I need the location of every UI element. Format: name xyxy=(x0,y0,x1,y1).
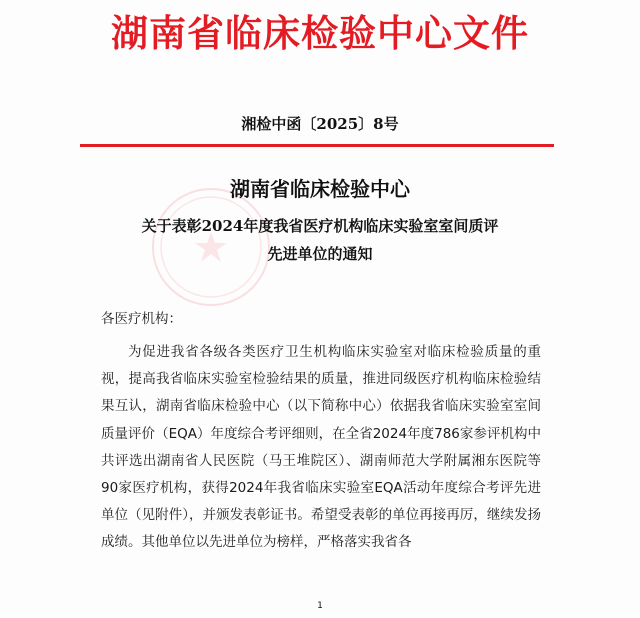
subject-line-1: 关于表彰2024年度我省医疗机构临床实验室室间质评 xyxy=(141,217,499,235)
salutation: 各医疗机构： xyxy=(101,311,182,327)
page-number: 1 xyxy=(317,601,323,611)
document-number: 湘检中函〔2025〕8号 xyxy=(241,115,399,133)
organization-title: 湖南省临床检验中心 xyxy=(230,177,410,201)
body-paragraph: 为促进我省各级各类医疗卫生机构临床实验室对临床检验质量的重视，提高我省临床实验室检验结果的质量，推进同级医疗机构临床检验结果互认，湖南省临床检验中心（以下简称中心）依据我省临床实验室室间质量评价（EQA）年度综合考评细则，在全省2024年度786家参评机构中共评选出湖南省人民医院（马王堆院区）、湖南师范大学附属湘东医院等90家医疗机构，获得2024年我省临床实验室EQA活动年度综合考评先进单位（见附件），并颁发表彰证书。希望受表彰的单位再接再厉，继续发扬成绩。其他单位以先进单位为榜样，严格落实我省各 xyxy=(101,344,541,551)
subject-line-2: 先进单位的通知 xyxy=(267,245,373,263)
document-header-title: 湖南省临床检验中心文件 xyxy=(111,12,529,55)
header-divider xyxy=(80,144,554,147)
